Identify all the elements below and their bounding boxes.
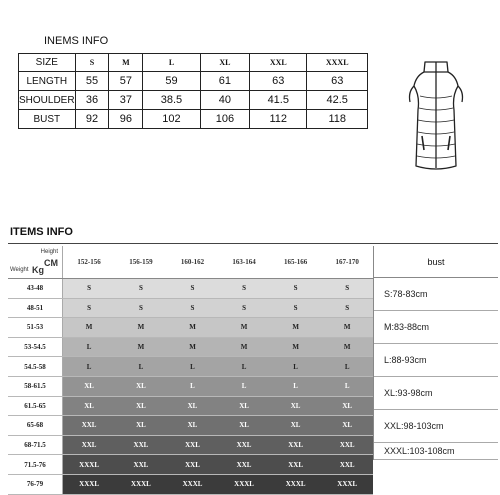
bust-column [373,246,498,460]
size-cell: XL [63,376,116,396]
value-cell: 42.5 [307,91,368,110]
size-cell: XXL [115,455,167,475]
size-cell: XL [218,416,270,436]
measurement-table [18,53,368,129]
size-row [8,357,373,377]
height-header-row [8,246,373,279]
size-cell: XL [167,416,219,436]
size-cell: S [63,298,116,318]
header-cell: SIZE [19,54,76,72]
size-cell: S [321,298,373,318]
size-cell: M [218,318,270,338]
height-column-header: 163-164 [218,246,270,279]
size-row [8,474,373,494]
size-cell: XXL [63,435,116,455]
size-cell: S [115,298,167,318]
size-cell: S [218,279,270,299]
size-cell: L [321,376,373,396]
size-cell: XL [270,396,322,416]
height-column-header: 152-156 [63,246,116,279]
size-cell: L [167,357,219,377]
header-cell: XXXL [307,54,368,72]
size-row [8,318,373,338]
size-cell: XL [321,396,373,416]
size-cell: M [270,337,322,357]
size-cell: L [321,357,373,377]
size-cell: XXXL [63,455,116,475]
weight-cell: 68-71.5 [8,435,63,455]
bust-range: S:78-83cm [374,278,498,311]
size-cell: XL [270,416,322,436]
value-cell: 61 [200,72,249,91]
measurement-header-row [19,54,368,72]
value-cell: 57 [109,72,143,91]
weight-label: Weight [10,267,29,273]
size-row [8,455,373,475]
size-cell: XL [115,416,167,436]
header-cell: M [109,54,143,72]
size-cell: M [218,337,270,357]
row-label: BUST [19,110,76,129]
size-cell: S [167,279,219,299]
bust-range: L:88-93cm [374,344,498,377]
height-column-header: 165-166 [270,246,322,279]
size-cell: L [167,376,219,396]
size-cell: M [63,318,116,338]
height-column-header: 156-159 [115,246,167,279]
size-cell: XXL [270,455,322,475]
kg-label: Kg [32,265,44,275]
size-cell: L [63,357,116,377]
size-cell: XL [167,396,219,416]
value-cell: 112 [250,110,307,129]
size-cell: S [115,279,167,299]
weight-cell: 53-54.5 [8,337,63,357]
weight-cell: 51-53 [8,318,63,338]
size-cell: XL [63,396,116,416]
value-cell: 63 [250,72,307,91]
size-cell: M [270,318,322,338]
bust-range: XXXL:103-108cm [374,443,498,460]
size-cell: XL [115,396,167,416]
height-column-header: 160-162 [167,246,219,279]
size-cell: XL [321,416,373,436]
header-cell: S [75,54,109,72]
size-chart-table [8,246,373,495]
size-row [8,337,373,357]
size-cell: XL [218,396,270,416]
value-cell: 59 [143,72,200,91]
measurement-title: INEMS INFO [44,35,109,47]
size-row [8,435,373,455]
size-cell: S [167,298,219,318]
bust-header: bust [374,246,498,278]
size-cell: XXXL [63,474,116,494]
value-cell: 37 [109,91,143,110]
size-cell: S [270,279,322,299]
size-cell: XXL [167,455,219,475]
value-cell: 38.5 [143,91,200,110]
size-cell: XL [115,376,167,396]
size-cell: M [167,337,219,357]
weight-cell: 76-79 [8,474,63,494]
weight-cell: 48-51 [8,298,63,318]
size-cell: M [115,318,167,338]
size-cell: XXL [63,416,116,436]
size-cell: L [270,357,322,377]
weight-cell: 54.5-58 [8,357,63,377]
size-cell: M [321,318,373,338]
header-cell: XXL [250,54,307,72]
value-cell: 40 [200,91,249,110]
size-cell: XXL [270,435,322,455]
corner-cell [8,246,63,279]
size-cell: S [270,298,322,318]
size-cell: S [321,279,373,299]
size-cell: XXL [218,435,270,455]
size-cell: L [218,357,270,377]
row-label: LENGTH [19,72,76,91]
size-row [8,298,373,318]
value-cell: 102 [143,110,200,129]
measurement-row-bust [19,110,368,129]
weight-cell: 71.5-76 [8,455,63,475]
bust-range: XXL:98-103cm [374,410,498,443]
value-cell: 36 [75,91,109,110]
size-cell: XXXL [115,474,167,494]
value-cell: 55 [75,72,109,91]
weight-cell: 61.5-65 [8,396,63,416]
weight-cell: 65-68 [8,416,63,436]
weight-cell: 58-61.5 [8,376,63,396]
bust-range: M:83-88cm [374,311,498,344]
cm-label: CM [44,258,58,268]
size-cell: L [63,337,116,357]
size-cell: XXL [115,435,167,455]
height-label: Height [40,249,58,255]
vest-illustration-icon [398,56,474,178]
size-row [8,396,373,416]
value-cell: 118 [307,110,368,129]
size-cell: L [270,376,322,396]
size-cell: XXL [167,435,219,455]
size-cell: S [63,279,116,299]
size-row [8,416,373,436]
bust-range: XL:93-98cm [374,377,498,410]
value-cell: 106 [200,110,249,129]
size-cell: S [218,298,270,318]
row-label: SHOULDER [19,91,76,110]
size-cell: L [115,357,167,377]
size-row [8,376,373,396]
header-cell: XL [200,54,249,72]
value-cell: 63 [307,72,368,91]
size-cell: XXL [321,435,373,455]
title-divider [8,243,498,244]
header-cell: L [143,54,200,72]
size-cell: XXXL [167,474,219,494]
size-cell: M [167,318,219,338]
size-cell: M [115,337,167,357]
value-cell: 92 [75,110,109,129]
value-cell: 96 [109,110,143,129]
measurement-row-length [19,72,368,91]
size-row [8,279,373,299]
size-cell: XXXL [321,474,373,494]
items-info-title: ITEMS INFO [10,226,73,238]
size-cell: XXL [321,455,373,475]
weight-cell: 43-48 [8,279,63,299]
size-cell: XXXL [218,474,270,494]
size-cell: M [321,337,373,357]
size-cell: XXXL [270,474,322,494]
size-cell: XXL [218,455,270,475]
measurement-row-shoulder [19,91,368,110]
height-column-header: 167-170 [321,246,373,279]
value-cell: 41.5 [250,91,307,110]
size-cell: L [218,376,270,396]
